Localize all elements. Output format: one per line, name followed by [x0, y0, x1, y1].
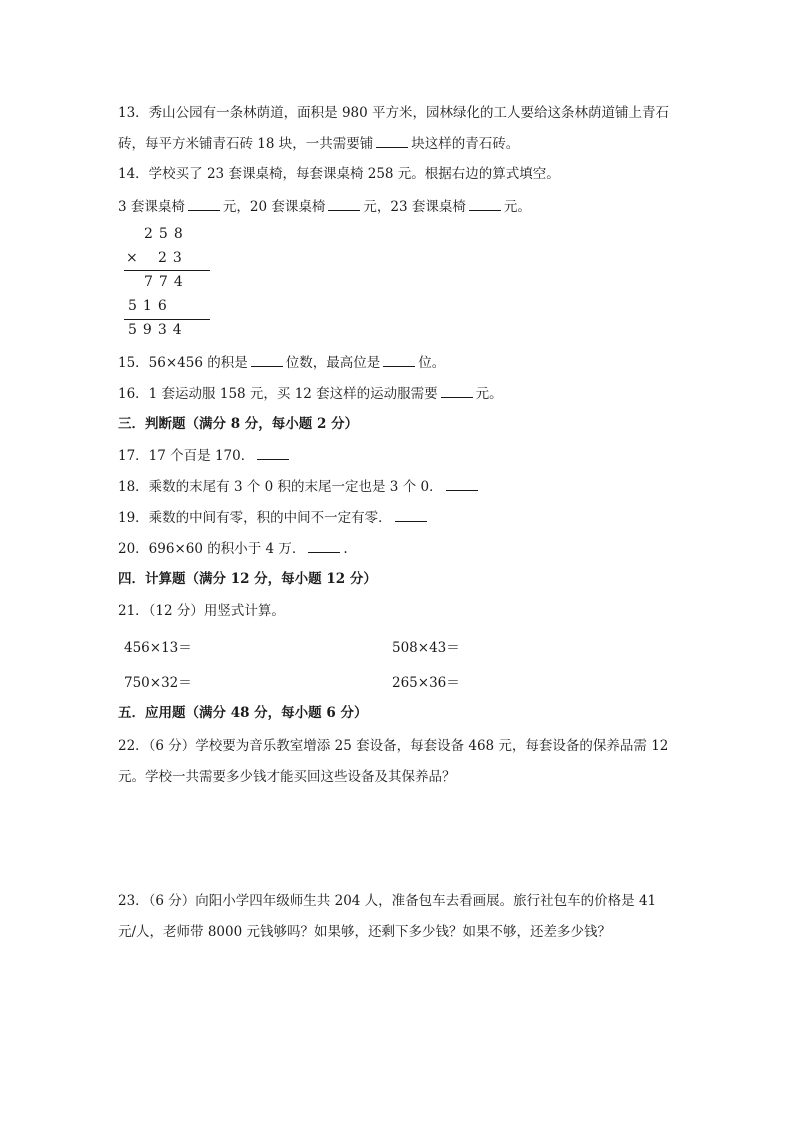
q18-text: 18．乘数的末尾有 3 个 0 积的末尾一定也是 3 个 0．	[118, 479, 443, 495]
q14-line2	[118, 196, 531, 217]
section-5-heading: 五．应用题（满分 48 分，每小题 6 分）	[118, 705, 368, 721]
q14-part2: 元，20 套课桌椅	[222, 199, 326, 215]
q15-blank-1[interactable]	[251, 352, 283, 367]
q14-blank-3[interactable]	[469, 196, 501, 211]
q17-line	[118, 445, 292, 466]
section-4-heading: 四．计算题（满分 12 分，每小题 12 分）	[118, 571, 377, 587]
q23-line2: 元/人，老师带 8000 元钱够吗？如果够，还剩下多少钱？如果不够，还差多少钱？	[118, 924, 611, 940]
q13-text-pre: 砖，每平方米铺青石砖 18 块，一共需要铺	[118, 136, 374, 152]
q15-line	[118, 352, 445, 373]
q13-answer-blank[interactable]	[376, 133, 408, 148]
q20-post: .	[343, 541, 348, 557]
q19-text: 19．乘数的中间有零，积的中间不一定有零．	[118, 510, 392, 526]
q16-post: 元。	[475, 386, 503, 402]
q18-blank[interactable]	[446, 476, 478, 491]
q15-pre: 15．56×456 的积是	[118, 355, 248, 371]
q21-calc-1: 456×13＝	[124, 640, 192, 656]
q17-text: 17．17 个百是 170．	[118, 448, 255, 464]
q13-text-post: 块这样的青石砖。	[411, 136, 520, 152]
calc-partial-2: 516	[128, 298, 173, 314]
q20-line	[118, 538, 348, 559]
q21-title: 21．（12 分）用竖式计算。	[118, 603, 285, 619]
calc-rule-2	[124, 319, 210, 320]
q17-blank[interactable]	[257, 445, 289, 460]
q18-line	[118, 476, 481, 497]
q14-part3: 元，23 套课桌椅	[363, 199, 466, 215]
q21-calc-3: 750×32＝	[124, 675, 192, 691]
section-3-heading: 三．判断题（满分 8 分，每小题 2 分）	[118, 416, 359, 432]
q20-blank[interactable]	[308, 538, 340, 553]
q14-blank-2[interactable]	[328, 196, 360, 211]
q19-line	[118, 507, 430, 528]
q14-part1: 3 套课桌椅	[118, 199, 185, 215]
q22-line2: 元。学校一共需要多少钱才能买回这些设备及其保养品？	[118, 769, 456, 785]
q21-calc-4: 265×36＝	[392, 675, 460, 691]
calc-multiplicand: 258	[144, 226, 189, 242]
q20-text: 20．696×60 的积小于 4 万．	[118, 541, 306, 557]
q22-line1: 22．（6 分）学校要为音乐教室增添 25 套设备，每套设备 468 元，每套设备的保养品需 12	[118, 738, 669, 754]
q19-blank[interactable]	[395, 507, 427, 522]
q14-line1: 14．学校买了 23 套课桌椅，每套课桌椅 258 元。根据右边的算式填空。	[118, 166, 560, 182]
calc-multiplier: 23	[158, 250, 188, 266]
q21-calc-2: 508×43＝	[392, 640, 460, 656]
calc-partial-1: 774	[144, 274, 189, 290]
calc-multiply-sign: ×	[126, 250, 144, 266]
q23-line1: 23．（6 分）向阳小学四年级师生共 204 人，准备包车去看画展。旅行社包车的价格是 41	[118, 893, 657, 909]
q15-mid: 位数，最高位是	[285, 355, 381, 371]
q14-blank-1[interactable]	[188, 196, 220, 211]
q15-post: 位。	[418, 355, 446, 371]
q16-line	[118, 383, 503, 404]
q13-line1: 13．秀山公园有一条林荫道，面积是 980 平方米，园林绿化的工人要给这条林荫道铺上青石	[118, 105, 670, 121]
calc-rule-1	[124, 270, 210, 271]
q16-pre: 16．1 套运动服 158 元，买 12 套这样的运动服需要	[118, 386, 438, 402]
q14-part4: 元。	[503, 199, 531, 215]
q13-line2	[118, 133, 519, 154]
q15-blank-2[interactable]	[383, 352, 415, 367]
calc-product: 5934	[128, 322, 188, 338]
vertical-multiplication	[118, 226, 218, 344]
q16-blank[interactable]	[441, 383, 473, 398]
